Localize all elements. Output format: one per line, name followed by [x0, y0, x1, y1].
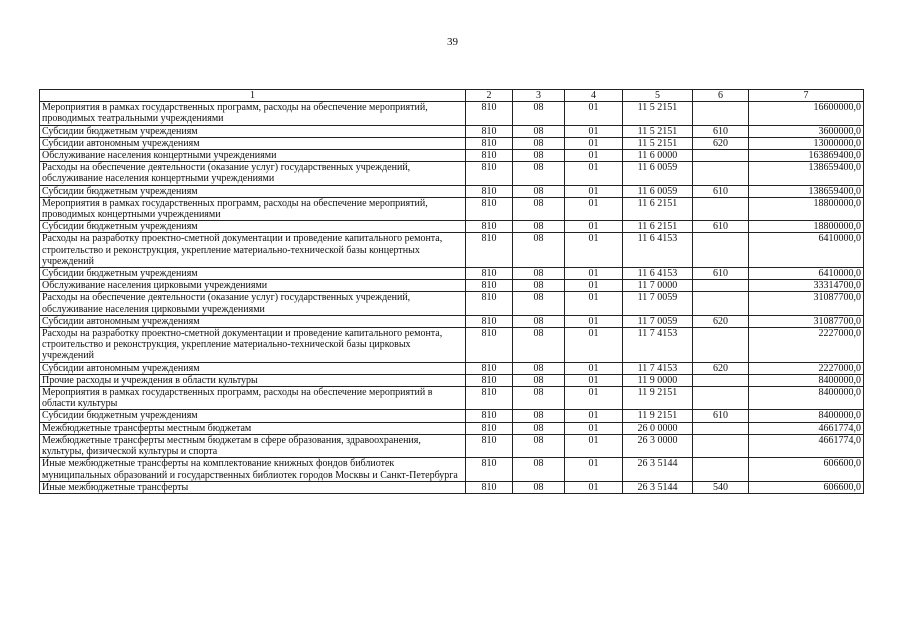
table-row	[40, 185, 864, 197]
row-ministry-code: 810	[466, 292, 513, 315]
table-row	[40, 434, 864, 457]
row-amount: 31087700,0	[749, 315, 864, 327]
row-target-code: 11 6 2151	[623, 197, 693, 220]
row-amount: 6410000,0	[749, 233, 864, 268]
row-description: Субсидии бюджетным учреждениям	[40, 221, 466, 233]
row-section-code: 08	[513, 422, 565, 434]
row-expense-type	[693, 458, 749, 481]
row-section-code: 08	[513, 221, 565, 233]
table-row	[40, 387, 864, 410]
row-ministry-code: 810	[466, 137, 513, 149]
row-description: Иные межбюджетные трансферты на комплектование книжных фондов библиотек муниципальных образований и государственных библиотек городов Москвы и Санкт-Петербурга	[40, 458, 466, 481]
row-section-code: 08	[513, 150, 565, 162]
row-subsection-code: 01	[565, 280, 623, 292]
row-subsection-code: 01	[565, 162, 623, 185]
row-expense-type: 610	[693, 268, 749, 280]
header-cell: 2	[466, 90, 513, 102]
row-target-code: 26 3 0000	[623, 434, 693, 457]
row-ministry-code: 810	[466, 315, 513, 327]
row-section-code: 08	[513, 434, 565, 457]
row-section-code: 08	[513, 410, 565, 422]
row-amount: 8400000,0	[749, 387, 864, 410]
row-target-code: 11 6 4153	[623, 268, 693, 280]
row-expense-type	[693, 422, 749, 434]
row-description: Субсидии автономным учреждениям	[40, 315, 466, 327]
row-section-code: 08	[513, 387, 565, 410]
table-row	[40, 481, 864, 493]
table-row	[40, 315, 864, 327]
row-amount: 606600,0	[749, 458, 864, 481]
row-ministry-code: 810	[466, 162, 513, 185]
row-target-code: 11 6 0000	[623, 150, 693, 162]
row-section-code: 08	[513, 233, 565, 268]
row-section-code: 08	[513, 292, 565, 315]
row-description: Субсидии бюджетным учреждениям	[40, 185, 466, 197]
row-section-code: 08	[513, 125, 565, 137]
row-expense-type	[693, 328, 749, 363]
row-target-code: 11 9 2151	[623, 410, 693, 422]
row-subsection-code: 01	[565, 233, 623, 268]
page-number: 39	[447, 36, 458, 48]
row-description: Прочие расходы и учреждения в области культуры	[40, 374, 466, 386]
table-row	[40, 292, 864, 315]
row-section-code: 08	[513, 374, 565, 386]
row-subsection-code: 01	[565, 185, 623, 197]
row-description: Межбюджетные трансферты местным бюджетам	[40, 422, 466, 434]
row-amount: 6410000,0	[749, 268, 864, 280]
row-target-code: 26 3 5144	[623, 481, 693, 493]
row-ministry-code: 810	[466, 481, 513, 493]
table-row	[40, 374, 864, 386]
row-ministry-code: 810	[466, 422, 513, 434]
row-section-code: 08	[513, 481, 565, 493]
row-amount: 163869400,0	[749, 150, 864, 162]
table-row	[40, 328, 864, 363]
row-description: Мероприятия в рамках государственных программ, расходы на обеспечение мероприятий, проводимых театральными учреждениями	[40, 102, 466, 125]
row-subsection-code: 01	[565, 315, 623, 327]
header-cell: 1	[40, 90, 466, 102]
table-row	[40, 125, 864, 137]
table-row	[40, 137, 864, 149]
row-amount: 138659400,0	[749, 185, 864, 197]
row-ministry-code: 810	[466, 197, 513, 220]
row-target-code: 11 6 2151	[623, 221, 693, 233]
row-target-code: 11 7 4153	[623, 328, 693, 363]
row-subsection-code: 01	[565, 374, 623, 386]
header-cell: 3	[513, 90, 565, 102]
row-ministry-code: 810	[466, 125, 513, 137]
row-amount: 31087700,0	[749, 292, 864, 315]
row-subsection-code: 01	[565, 292, 623, 315]
row-subsection-code: 01	[565, 328, 623, 363]
row-description: Субсидии автономным учреждениям	[40, 137, 466, 149]
row-ministry-code: 810	[466, 102, 513, 125]
row-expense-type	[693, 387, 749, 410]
row-subsection-code: 01	[565, 422, 623, 434]
header-row	[40, 90, 864, 102]
row-expense-type: 610	[693, 410, 749, 422]
header-cell: 5	[623, 90, 693, 102]
row-description: Мероприятия в рамках государственных программ, расходы на обеспечение мероприятий в области культуры	[40, 387, 466, 410]
header-cell: 6	[693, 90, 749, 102]
table-row	[40, 102, 864, 125]
row-description: Мероприятия в рамках государственных программ, расходы на обеспечение мероприятий, проводимых концертными учреждениями	[40, 197, 466, 220]
row-subsection-code: 01	[565, 137, 623, 149]
row-expense-type: 610	[693, 185, 749, 197]
row-target-code: 26 0 0000	[623, 422, 693, 434]
row-amount: 3600000,0	[749, 125, 864, 137]
row-amount: 13000000,0	[749, 137, 864, 149]
row-section-code: 08	[513, 280, 565, 292]
row-subsection-code: 01	[565, 125, 623, 137]
row-expense-type	[693, 102, 749, 125]
table-row	[40, 233, 864, 268]
row-subsection-code: 01	[565, 387, 623, 410]
row-target-code: 11 6 0059	[623, 185, 693, 197]
row-target-code: 11 6 0059	[623, 162, 693, 185]
row-description: Расходы на обеспечение деятельности (оказание услуг) государственных учреждений, обслуживание населения концертными учреждениями	[40, 162, 466, 185]
row-ministry-code: 810	[466, 362, 513, 374]
row-section-code: 08	[513, 162, 565, 185]
row-amount: 4661774,0	[749, 434, 864, 457]
row-amount: 8400000,0	[749, 410, 864, 422]
row-expense-type	[693, 292, 749, 315]
table-row	[40, 422, 864, 434]
row-amount: 18800000,0	[749, 197, 864, 220]
row-description: Иные межбюджетные трансферты	[40, 481, 466, 493]
row-subsection-code: 01	[565, 481, 623, 493]
row-target-code: 11 7 4153	[623, 362, 693, 374]
table-row	[40, 362, 864, 374]
row-amount: 2227000,0	[749, 328, 864, 363]
row-ministry-code: 810	[466, 185, 513, 197]
row-amount: 606600,0	[749, 481, 864, 493]
table-row	[40, 458, 864, 481]
table-row	[40, 162, 864, 185]
row-target-code: 26 3 5144	[623, 458, 693, 481]
row-expense-type	[693, 434, 749, 457]
row-target-code: 11 9 2151	[623, 387, 693, 410]
row-description: Обслуживание населения концертными учреждениями	[40, 150, 466, 162]
row-ministry-code: 810	[466, 268, 513, 280]
row-section-code: 08	[513, 362, 565, 374]
row-ministry-code: 810	[466, 458, 513, 481]
row-subsection-code: 01	[565, 150, 623, 162]
row-section-code: 08	[513, 197, 565, 220]
row-expense-type: 620	[693, 137, 749, 149]
row-ministry-code: 810	[466, 233, 513, 268]
row-section-code: 08	[513, 315, 565, 327]
row-subsection-code: 01	[565, 362, 623, 374]
row-expense-type	[693, 197, 749, 220]
table-row	[40, 197, 864, 220]
row-expense-type: 610	[693, 221, 749, 233]
table-row	[40, 280, 864, 292]
row-expense-type	[693, 374, 749, 386]
budget-table	[39, 89, 864, 494]
row-amount: 33314700,0	[749, 280, 864, 292]
row-section-code: 08	[513, 328, 565, 363]
row-target-code: 11 5 2151	[623, 102, 693, 125]
table-row	[40, 268, 864, 280]
row-expense-type: 620	[693, 315, 749, 327]
row-target-code: 11 5 2151	[623, 137, 693, 149]
row-description: Расходы на разработку проектно-сметной документации и проведение капитального ремонта, строительство и реконструкция, укрепление материально-технической базы концертных учреждений	[40, 233, 466, 268]
row-ministry-code: 810	[466, 221, 513, 233]
header-cell: 4	[565, 90, 623, 102]
row-description: Межбюджетные трансферты местным бюджетам в сфере образования, здравоохранения, культуры, физической культуры и спорта	[40, 434, 466, 457]
row-amount: 18800000,0	[749, 221, 864, 233]
row-subsection-code: 01	[565, 458, 623, 481]
row-subsection-code: 01	[565, 434, 623, 457]
row-description: Расходы на разработку проектно-сметной документации и проведение капитального ремонта, строительство и реконструкция, укрепление материально-технической базы цирковых учреждений	[40, 328, 466, 363]
table-row	[40, 221, 864, 233]
row-subsection-code: 01	[565, 268, 623, 280]
row-target-code: 11 5 2151	[623, 125, 693, 137]
row-target-code: 11 9 0000	[623, 374, 693, 386]
row-ministry-code: 810	[466, 328, 513, 363]
row-expense-type: 540	[693, 481, 749, 493]
row-ministry-code: 810	[466, 374, 513, 386]
row-description: Субсидии бюджетным учреждениям	[40, 410, 466, 422]
row-subsection-code: 01	[565, 221, 623, 233]
row-ministry-code: 810	[466, 280, 513, 292]
row-expense-type	[693, 150, 749, 162]
row-subsection-code: 01	[565, 102, 623, 125]
row-expense-type	[693, 162, 749, 185]
row-description: Расходы на обеспечение деятельности (оказание услуг) государственных учреждений, обслуживание населения цирковыми учреждениями	[40, 292, 466, 315]
row-section-code: 08	[513, 458, 565, 481]
row-expense-type: 620	[693, 362, 749, 374]
row-ministry-code: 810	[466, 410, 513, 422]
row-amount: 138659400,0	[749, 162, 864, 185]
row-amount: 4661774,0	[749, 422, 864, 434]
row-section-code: 08	[513, 102, 565, 125]
row-expense-type	[693, 280, 749, 292]
row-description: Обслуживание населения цирковыми учреждениями	[40, 280, 466, 292]
row-subsection-code: 01	[565, 410, 623, 422]
row-section-code: 08	[513, 185, 565, 197]
row-amount: 8400000,0	[749, 374, 864, 386]
row-target-code: 11 7 0059	[623, 315, 693, 327]
header-cell: 7	[749, 90, 864, 102]
row-description: Субсидии автономным учреждениям	[40, 362, 466, 374]
row-target-code: 11 7 0059	[623, 292, 693, 315]
row-target-code: 11 6 4153	[623, 233, 693, 268]
row-ministry-code: 810	[466, 150, 513, 162]
row-section-code: 08	[513, 268, 565, 280]
row-description: Субсидии бюджетным учреждениям	[40, 125, 466, 137]
row-target-code: 11 7 0000	[623, 280, 693, 292]
row-expense-type: 610	[693, 125, 749, 137]
row-amount: 2227000,0	[749, 362, 864, 374]
row-amount: 16600000,0	[749, 102, 864, 125]
row-expense-type	[693, 233, 749, 268]
row-description: Субсидии бюджетным учреждениям	[40, 268, 466, 280]
row-ministry-code: 810	[466, 387, 513, 410]
table-row	[40, 150, 864, 162]
row-section-code: 08	[513, 137, 565, 149]
table-row	[40, 410, 864, 422]
row-subsection-code: 01	[565, 197, 623, 220]
row-ministry-code: 810	[466, 434, 513, 457]
